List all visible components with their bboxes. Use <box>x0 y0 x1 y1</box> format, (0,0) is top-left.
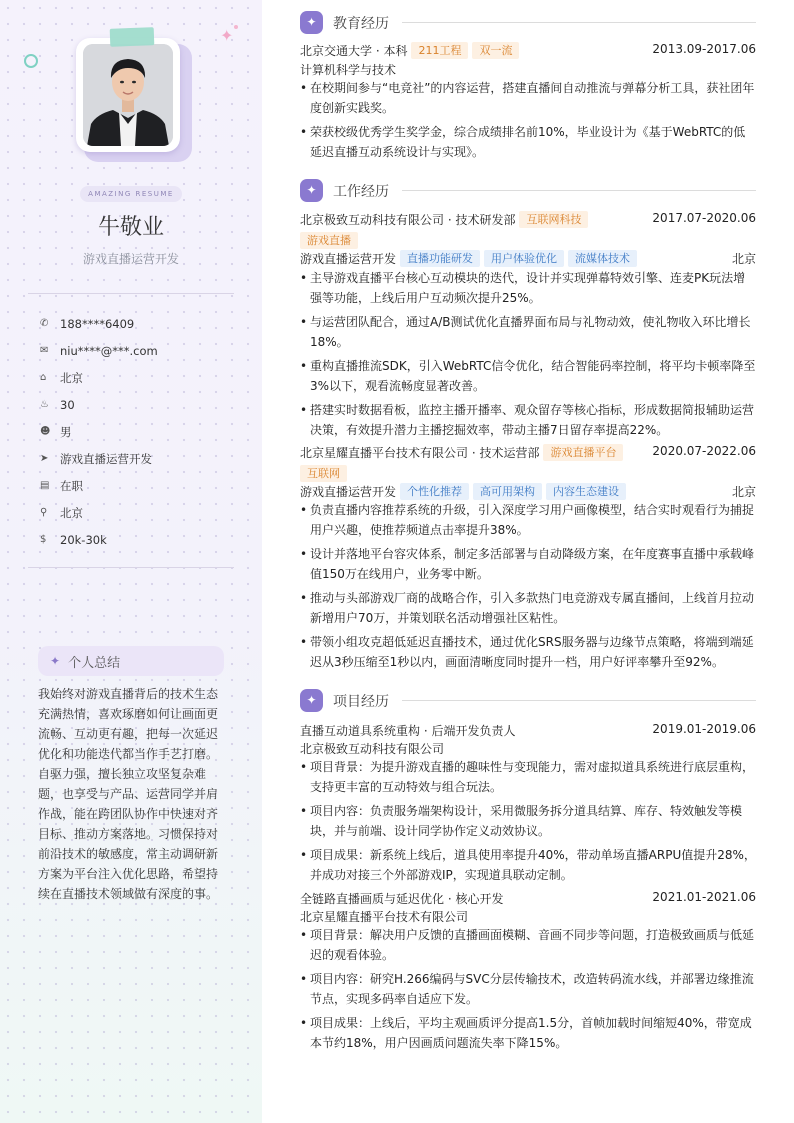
job-industry-row <box>300 232 756 249</box>
school-tag: 211工程 <box>411 42 468 59</box>
section-divider <box>402 700 756 701</box>
contact-phone <box>40 310 240 337</box>
list-item: • 搭建实时数据看板，监控主播开播率、观众留存等核心指标，形成数据简报辅助运营决策，有效提升潜力主播挖掘效率，带动主播7日留存率提高22%。 <box>300 403 755 437</box>
dot-decoration-icon <box>234 25 238 29</box>
contact-target-city <box>40 499 240 526</box>
contact-list <box>40 310 240 553</box>
location-icon: ⚲ <box>40 507 48 518</box>
project-header <box>300 722 756 739</box>
section-divider <box>402 22 756 23</box>
project-date: 2021.01-2021.06 <box>652 890 756 904</box>
contact-value: 在职 <box>60 478 83 493</box>
photo-tape <box>110 27 155 47</box>
project-name: 直播互动道具系统重构 · 后端开发负责人 <box>300 724 516 738</box>
contact-salary <box>40 526 240 553</box>
gender-icon: ☻ <box>40 426 51 437</box>
project-org: 北京极致互动科技有限公司 <box>300 742 445 756</box>
contact-residence <box>40 364 240 391</box>
summary-text: 我始终对游戏直播背后的技术生态充满热情，喜欢琢磨如何让画面更流畅、互动更有趣，把每一次延迟优化和功能迭代都当作手艺打磨。自驱力强，擅长独立攻坚复杂难题，也享受与产品、运营同学并肩作战，能在跨团队协作中快速对齐目标、推动方案落地。习惯保持对前沿技术的敏感度，常主动调研新方案为平台注入优化思路，希望持续在直播技术领域做有深度的事。 <box>38 687 219 901</box>
photo-frame <box>76 38 180 152</box>
avatar <box>76 38 186 158</box>
company-name: 北京极致互动科技有限公司 · 技术研发部 <box>300 213 516 227</box>
skill-tag: 个性化推荐 <box>400 483 469 500</box>
project-org: 北京星耀直播平台技术有限公司 <box>300 910 469 924</box>
list-item: • 推动与头部游戏厂商的战略合作，引入多款热门电竞游戏专属直播间，上线首月拉动新增用户70万，并策划联名活动增强社区粘性。 <box>300 591 755 625</box>
skill-tag: 流媒体技术 <box>568 250 637 267</box>
school-name: 北京交通大学 · 本科 <box>300 44 408 58</box>
summary-title: 个人总结 <box>68 655 121 671</box>
industry-tag: 游戏直播平台 <box>543 444 623 461</box>
section-work <box>300 179 756 203</box>
section-title: 项目经历 <box>333 694 389 710</box>
company-name: 北京星耀直播平台技术有限公司 · 技术运营部 <box>300 446 540 460</box>
skill-tag: 用户体验优化 <box>484 250 564 267</box>
briefcase-icon: ▤ <box>40 480 50 491</box>
list-item: • 荣获校级优秀学生奖学金，综合成绩排名前10%，毕业设计为《基于WebRTC的低延迟直播互动系统设计与实现》。 <box>300 125 746 159</box>
contact-value: 20k-30k <box>60 532 107 547</box>
job-position-row <box>300 250 756 267</box>
industry-tag: 互联网 <box>300 465 347 482</box>
list-item: • 与运营团队配合，通过A/B测试优化直播界面布局与礼物动效，使礼物收入环比增长18%。 <box>300 315 751 349</box>
list-item: • 项目内容：研究H.266编码与SVC分层传输技术，改造转码流水线，并部署边缘推流节点，实现多码率自适应下发。 <box>300 972 754 1006</box>
sparkle-icon: ✦ <box>300 689 323 712</box>
job-industry-row <box>300 465 756 482</box>
phone-icon: ✆ <box>40 318 49 329</box>
divider <box>28 567 234 568</box>
cake-icon: ♨ <box>40 399 49 410</box>
education-major: 计算机科学与技术 <box>300 63 397 77</box>
contact-value: niu****@***.com <box>60 343 158 358</box>
project-name: 全链路直播画质与延迟优化 · 核心开发 <box>300 892 504 906</box>
salary-icon: $ <box>40 534 47 545</box>
job-header <box>300 444 756 461</box>
job-position: 游戏直播运营开发 <box>300 252 397 266</box>
section-title: 教育经历 <box>333 16 389 32</box>
sparkle-icon: ✦ <box>300 11 323 34</box>
sparkle-icon: ✦ <box>300 179 323 202</box>
home-icon: ⌂ <box>40 372 47 383</box>
list-item: • 带领小组攻克超低延迟直播技术，通过优化SRS服务器与边缘节点策略，将端到端延迟从3秒压缩至1秒以内，画面清晰度同时提升一档，用户好评率攀升至92%。 <box>300 635 754 669</box>
job-city: 北京 <box>731 252 756 266</box>
project-date: 2019.01-2019.06 <box>652 722 756 736</box>
job-position: 游戏直播运营开发 <box>300 485 397 499</box>
ring-decoration-icon <box>24 54 38 68</box>
contact-age <box>40 391 240 418</box>
industry-tag: 游戏直播 <box>300 232 358 249</box>
education-date: 2013.09-2017.06 <box>652 42 756 56</box>
skill-tag: 内容生态建设 <box>546 483 626 500</box>
list-item: • 项目成果：新系统上线后，道具使用率提升40%，带动单场直播ARPU值提升28%，并成功对接三个外部游戏IP，实现道具联动定制。 <box>300 848 756 882</box>
mail-icon: ✉ <box>40 345 49 356</box>
list-item: • 主导游戏直播平台核心互动模块的迭代，设计并实现弹幕特效引擎、连麦PK玩法增强等功能，上线后用户互动频次提升25%。 <box>300 271 746 305</box>
list-item: • 项目内容：负责服务端架构设计，采用微服务拆分道具结算、库存、特效触发等模块，并与前端、设计同学协作定义动效协议。 <box>300 804 743 838</box>
profile-photo <box>83 44 173 146</box>
list-item: • 项目背景：为提升游戏直播的趣味性与变现能力，需对虚拟道具系统进行底层重构，支持更丰富的互动特效与组合玩法。 <box>300 760 755 794</box>
section-projects <box>300 689 756 713</box>
list-item: • 设计并落地平台容灾体系，制定多活部署与自动降级方案，在年度赛事直播中承载峰值150万在线用户，业务零中断。 <box>300 547 755 581</box>
resume-tagline: AMAZING RESUME <box>80 186 182 202</box>
section-title: 工作经历 <box>333 184 389 200</box>
person-portrait-icon <box>83 44 173 146</box>
contact-value: 男 <box>60 424 72 439</box>
sparkle-decoration-icon: ✦ <box>220 26 234 45</box>
job-position-row <box>300 483 756 500</box>
job-date: 2020.07-2022.06 <box>652 444 756 458</box>
list-item: • 项目背景：解决用户反馈的直播画面模糊、音画不同步等问题，打造极致画质与低延迟的观看体验。 <box>300 928 755 962</box>
summary-header <box>38 646 224 676</box>
school-tag: 双一流 <box>472 42 519 59</box>
list-item: • 项目成果：上线后，平均主观画质评分提高1.5分，首帧加载时间缩短40%，带宽成本节约18%，用户因画质问题流失率下降15%。 <box>300 1016 752 1050</box>
list-item: • 重构直播推流SDK，引入WebRTC信令优化，结合智能码率控制，将平均卡顿率降至3%以下，观看流畅度显著改善。 <box>300 359 756 393</box>
job-city: 北京 <box>731 485 756 499</box>
education-header <box>300 42 756 59</box>
sparkle-icon: ✦ <box>50 654 61 668</box>
contact-value: 30 <box>60 397 75 412</box>
contact-target-role <box>40 445 240 472</box>
contact-status <box>40 472 240 499</box>
contact-value: 北京 <box>60 370 83 385</box>
skill-tag: 高可用架构 <box>473 483 542 500</box>
list-item: • 负责直播内容推荐系统的升级，引入深度学习用户画像模型，结合实时观看行为捕捉用户兴趣，使推荐频道点击率提升38%。 <box>300 503 755 537</box>
candidate-role: 游戏直播运营开发 <box>82 252 179 266</box>
list-item: • 在校期间参与“电竞社”的内容运营，搭建直播间自动推流与弹幕分析工具，获社团年度创新实践奖。 <box>300 81 755 115</box>
job-date: 2017.07-2020.06 <box>652 211 756 225</box>
send-icon: ➤ <box>40 453 49 464</box>
section-education <box>300 11 756 35</box>
contact-value: 188****6409 <box>60 316 135 331</box>
section-divider <box>402 190 756 191</box>
candidate-name: 牛敬业 <box>97 215 164 240</box>
contact-value: 北京 <box>60 505 83 520</box>
contact-gender <box>40 418 240 445</box>
industry-tag: 互联网科技 <box>519 211 588 228</box>
job-header <box>300 211 756 228</box>
contact-value: 游戏直播运营开发 <box>60 451 152 466</box>
sidebar <box>0 0 262 1123</box>
project-header <box>300 890 756 907</box>
divider <box>28 293 234 294</box>
contact-email <box>40 337 240 364</box>
skill-tag: 直播功能研发 <box>400 250 480 267</box>
